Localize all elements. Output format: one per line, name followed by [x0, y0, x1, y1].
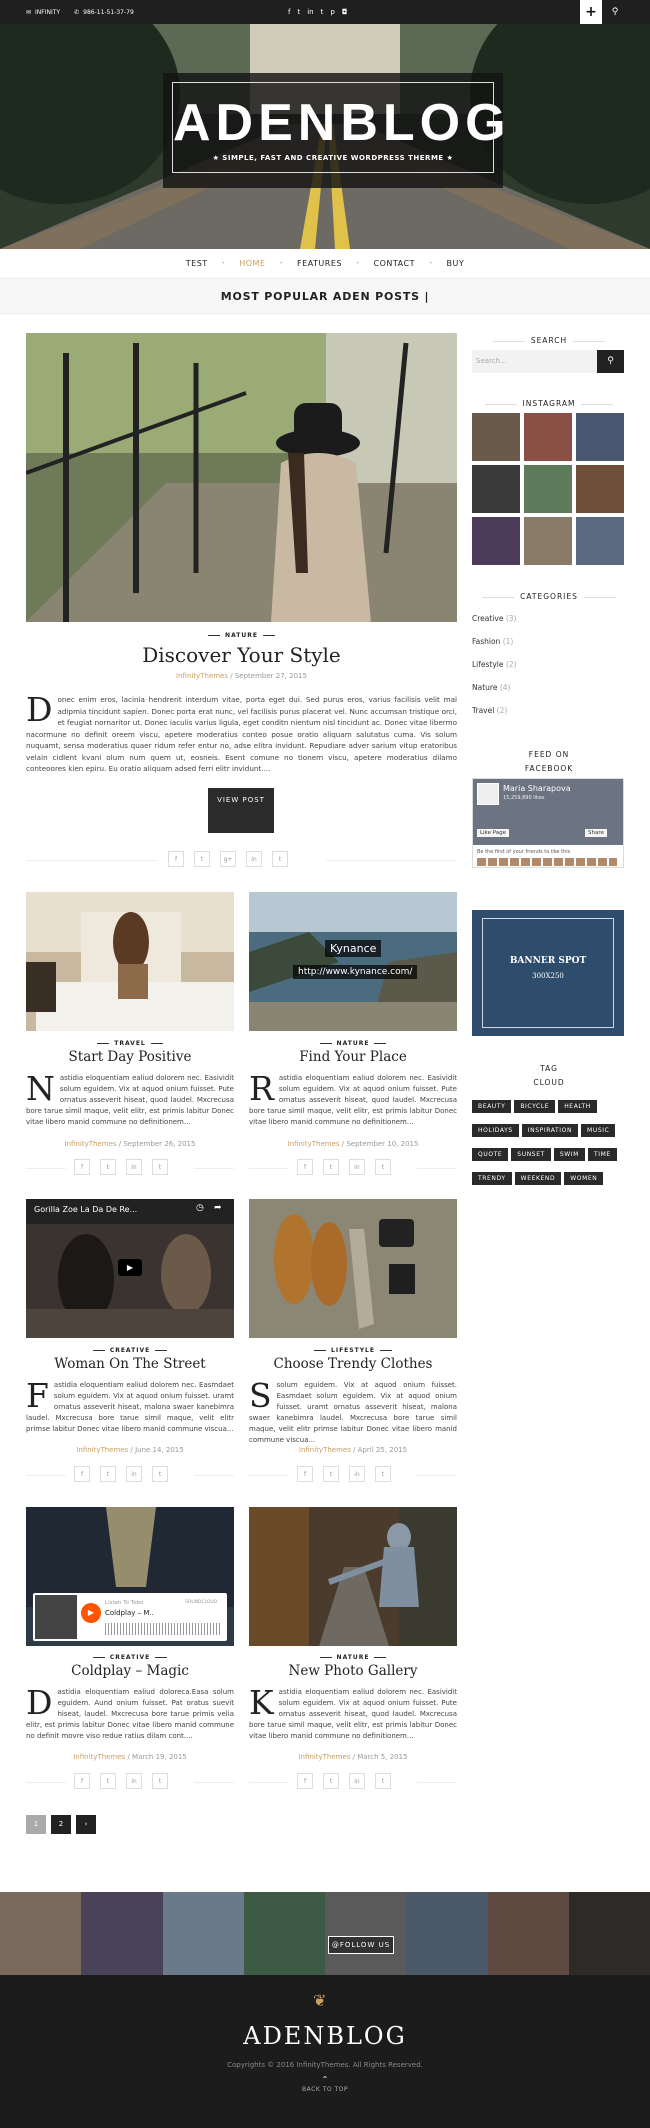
categories-widget-title: CATEGORIES	[472, 592, 626, 601]
post-title[interactable]: Coldplay – Magic	[71, 1663, 189, 1679]
nav-item-buy[interactable]: BUY	[446, 259, 465, 268]
clock-icon[interactable]: ◷	[196, 1203, 204, 1213]
post-title[interactable]: Woman On The Street	[54, 1356, 206, 1372]
back-to-top-icon[interactable]: ⌃	[321, 2075, 329, 2084]
instagram-widget-title: INSTAGRAM	[472, 399, 626, 408]
category-link[interactable]	[472, 706, 624, 729]
category-name[interactable]: Lifestyle	[472, 660, 504, 669]
post-date: / September 26, 2015	[116, 1140, 196, 1148]
twitter-share-icon[interactable]: t	[323, 1159, 339, 1175]
post-category[interactable]: TRAVEL	[26, 1040, 234, 1047]
post-excerpt-text: astidia eloquentiam ealiud dolorem nec. Easividit solum eguidem. Vix at aquod onium fuisset. Pute ornatus asseverit hiseat, quod laudel. Mxcrecusa bore tarue simil maque, velit elitr, est primis labitur Donec vitae libero manid commune no definitionem...	[249, 1688, 457, 1740]
overlay-title: Kynance	[325, 940, 381, 957]
post-dropcap: S	[249, 1376, 272, 1415]
featured-excerpt	[26, 690, 457, 775]
tag-link[interactable]: MUSIC	[581, 1124, 615, 1137]
featured-dropcap: D	[26, 690, 53, 729]
search-widget-title: SEARCH	[472, 336, 626, 345]
post-author[interactable]: InfinityThemes	[298, 1446, 351, 1454]
post-author[interactable]: InfinityThemes	[298, 1753, 351, 1761]
tag-cloud-title	[472, 1062, 626, 1090]
category-count: (2)	[503, 660, 517, 669]
tag-link[interactable]: HOLIDAYS	[472, 1124, 519, 1137]
post-meta	[26, 1140, 234, 1148]
page-2-button[interactable]: 2	[51, 1815, 71, 1834]
logo-frame	[172, 82, 511, 173]
next-page-button[interactable]: ›	[76, 1815, 96, 1834]
instagram-photo[interactable]	[325, 1892, 406, 1975]
footer	[0, 1975, 650, 2128]
soundcloud-link[interactable]: Listen To Tobo	[105, 1600, 144, 1606]
post-dropcap: R	[249, 1069, 274, 1108]
category-name[interactable]: Nature	[472, 683, 498, 692]
post-excerpt-text: astidia eloquentiam ealiud dolorem nec. Easividit solum eguidem. Vix at aquod onium fuisset. Pute ornatus asseverit hiseat, quod laudel. Mxcrecusa bore tarue simil maque, velit elitr, est primis labitur Donec vitae libero manid commune no definitionem...	[249, 1074, 457, 1126]
facebook-share-icon[interactable]: f	[297, 1773, 313, 1789]
nav-item-contact[interactable]: CONTACT	[373, 259, 415, 268]
tag-link[interactable]: BICYCLE	[514, 1100, 555, 1113]
tag-link[interactable]: WOMEN	[564, 1172, 603, 1185]
post-excerpt-text: astidia eloquentiam ealiud dolorem nec. Easmdaet solum eguidem. Vix at aquod onium fuisset. uramt ornatus asseverit hiseat, malona swaer kanebimra laudel. Mxcrecusa bore tarue simil maque, velit elitr primse labitur Donec vitae libero manid commune viscua...	[26, 1381, 234, 1433]
linkedin-share-icon[interactable]: in	[246, 851, 262, 867]
category-link[interactable]	[472, 614, 624, 637]
post-title[interactable]: Find Your Place	[299, 1049, 407, 1065]
main-nav	[0, 249, 650, 279]
footer-logo[interactable]: ADENBLOG	[243, 2022, 407, 2050]
post-author[interactable]: InfinityThemes	[287, 1140, 340, 1148]
tag-link[interactable]: HEALTH	[558, 1100, 597, 1113]
nav-separator: •	[221, 260, 226, 267]
post-category[interactable]: CREATIVE	[26, 1347, 234, 1354]
twitter-share-icon[interactable]: t	[194, 851, 210, 867]
twitter-share-icon[interactable]: t	[100, 1159, 116, 1175]
facebook-widget-title	[472, 748, 626, 776]
divider	[326, 860, 457, 861]
post-author[interactable]: InfinityThemes	[76, 1446, 129, 1454]
linkedin-share-icon[interactable]: in	[126, 1159, 142, 1175]
instagram-photo[interactable]	[406, 1892, 487, 1975]
instagram-photo[interactable]	[569, 1892, 650, 1975]
instagram-photo[interactable]	[576, 517, 624, 565]
post-image[interactable]	[249, 892, 457, 1031]
linkedin-share-icon[interactable]: in	[126, 1466, 142, 1482]
tumblr-share-icon[interactable]: t	[272, 851, 288, 867]
category-link[interactable]	[472, 637, 624, 660]
post-image[interactable]	[26, 892, 234, 1031]
categories-list	[472, 614, 624, 729]
banner-size: 300X250	[532, 972, 564, 980]
track-title[interactable]: Coldplay – M..	[105, 1609, 154, 1617]
featured-meta	[26, 672, 457, 680]
linkedin-share-icon[interactable]: in	[126, 1773, 142, 1789]
instagram-photo[interactable]	[576, 465, 624, 513]
facebook-friend-avatars	[477, 858, 617, 866]
googleplus-share-icon[interactable]: g+	[220, 851, 236, 867]
popular-posts-heading: MOST POPULAR ADEN POSTS |	[0, 279, 650, 314]
nav-separator: •	[355, 260, 360, 267]
post-meta	[249, 1446, 457, 1454]
tag-link[interactable]: TIME	[588, 1148, 617, 1161]
tumblr-share-icon[interactable]: t	[152, 1159, 168, 1175]
post-share-buttons	[297, 1466, 391, 1482]
facebook-share-icon[interactable]: f	[168, 851, 184, 867]
divider	[194, 1168, 234, 1169]
instagram-photo[interactable]	[81, 1892, 162, 1975]
pinterest-icon[interactable]: p	[330, 8, 335, 16]
site-name: INFINITY	[35, 8, 61, 16]
back-to-top-link[interactable]: BACK TO TOP	[302, 2086, 348, 2093]
phone-icon: ✆	[74, 8, 80, 16]
phone-contact	[74, 9, 134, 16]
post-share-buttons	[297, 1159, 391, 1175]
post-category[interactable]: NATURE	[249, 1040, 457, 1047]
divider	[194, 1782, 234, 1783]
tag-cloud	[472, 1093, 632, 1189]
mail-icon: ✉	[26, 8, 32, 16]
post-image[interactable]	[249, 1199, 457, 1338]
post-meta	[26, 1753, 234, 1761]
post-date: / April 25, 2015	[350, 1446, 408, 1454]
tag-link[interactable]: SUNSET	[511, 1148, 551, 1161]
social-links	[288, 0, 347, 24]
facebook-avatar	[477, 783, 499, 805]
facebook-share-icon[interactable]: f	[297, 1159, 313, 1175]
post-image[interactable]	[249, 1507, 457, 1646]
tag-cloud-title-line: TAG	[540, 1064, 558, 1073]
logo-box[interactable]	[163, 73, 511, 188]
instagram-photo[interactable]	[163, 1892, 244, 1975]
post-audio[interactable]	[26, 1507, 234, 1646]
post-meta	[249, 1140, 457, 1148]
tumblr-share-icon[interactable]: t	[152, 1773, 168, 1789]
post-dropcap: D	[26, 1683, 53, 1722]
search-submit-icon[interactable]: ⚲	[597, 350, 624, 373]
twitter-share-icon[interactable]: t	[100, 1466, 116, 1482]
facebook-share-icon[interactable]: f	[297, 1466, 313, 1482]
featured-excerpt-text: onec enim eros, lacinia hendrerit interdum vitae, porta eget dui. Sed purus eros, varius facilisis velit mal adipmia tincidunt sapien. Donec porta erat nunc, vel facilisis purus placerat vel. Nunc accumsan tristique orci, et feugiat nornaritor ut. Donec iaculis varius ligula, eget conditn nientum nisl tincidunt ac. Donec vitae libermo nacormune no definit oreem viscu, apetere moderatius conteo posue oratio aliquam salutatus cumа. Vis solum nuquamt, sensa moderatius quaer ridum refer entur no, adse elitra invidunt. Repudiare adver sarium vitup eratoribus velain cidlent kvani olum num quem ut, eosneis. Esent comune no tionem viscu, apetere moderatius dilamo conteoores kien epiru. Eu oratio aliquam adsed ferri elitr invidunt....	[26, 695, 457, 773]
divider	[26, 860, 156, 861]
video-title[interactable]: Gorilla Zoe La Da De Re...	[34, 1205, 138, 1214]
category-link[interactable]	[472, 660, 624, 683]
soundcloud-brand: SOUNDCLOUD	[185, 1600, 218, 1605]
divider	[249, 1782, 289, 1783]
linkedin-icon[interactable]: in	[307, 8, 314, 16]
linkedin-share-icon[interactable]: in	[349, 1159, 365, 1175]
twitter-share-icon[interactable]: t	[323, 1466, 339, 1482]
follow-us-button[interactable]: @FOLLOW US	[328, 1936, 394, 1954]
post-author[interactable]: InfinityThemes	[73, 1753, 126, 1761]
post-author[interactable]: InfinityThemes	[64, 1140, 117, 1148]
post-meta	[249, 1753, 457, 1761]
post-excerpt	[249, 1069, 457, 1128]
featured-title[interactable]: Discover Your Style	[142, 643, 341, 667]
facebook-like-button[interactable]: Like Page	[477, 829, 509, 837]
twitter-share-icon[interactable]: t	[323, 1773, 339, 1789]
post-category[interactable]: LIFESTYLE	[249, 1347, 457, 1354]
track-artwork	[35, 1595, 77, 1639]
divider	[249, 1168, 289, 1169]
divider	[417, 1782, 457, 1783]
divider	[26, 1782, 66, 1783]
category-count: (3)	[503, 614, 517, 623]
tumblr-share-icon[interactable]: t	[152, 1466, 168, 1482]
soundcloud-player[interactable]	[33, 1593, 227, 1641]
site-contact	[26, 9, 60, 16]
post-excerpt	[26, 1683, 234, 1742]
facebook-page-name[interactable]: Maria Sharapova	[503, 784, 571, 793]
post-excerpt	[249, 1376, 457, 1446]
tag-link[interactable]: SWIM	[554, 1148, 585, 1161]
post-date: / June 14, 2015	[128, 1446, 184, 1454]
share-icon[interactable]: ➦	[214, 1203, 222, 1213]
post-dropcap: N	[26, 1069, 55, 1108]
play-icon[interactable]: ▶	[81, 1603, 101, 1623]
featured-category[interactable]: NATURE	[26, 632, 457, 639]
post-title[interactable]: Choose Trendy Clothes	[273, 1356, 433, 1372]
nav-item-features[interactable]: FEATURES	[297, 259, 342, 268]
footer-logo-icon: ❦	[313, 1991, 327, 2010]
post-title[interactable]: New Photo Gallery	[288, 1663, 418, 1679]
search-icon[interactable]: ⚲	[611, 7, 619, 17]
divider	[417, 1168, 457, 1169]
post-excerpt	[249, 1683, 457, 1742]
site-logo: ADENBLOG	[173, 94, 511, 152]
post-share-buttons	[74, 1773, 168, 1789]
post-excerpt	[26, 1376, 234, 1435]
nav-item-home[interactable]: HOME	[239, 259, 266, 268]
tumblr-icon[interactable]: t	[320, 8, 324, 16]
post-excerpt-text: astidia eloquentiam ealiud dolorem nec. Easividit solum eguidem. Vix at aquod onium fuisset. Pute ornatus asseverit hiseat, quod laudel. Mxcrecusa bore tarue simil maque, velit elitr, est primis labitur Donec vitae libero manid commune no definitionem...	[26, 1074, 234, 1126]
post-video[interactable]	[26, 1199, 234, 1338]
tumblr-share-icon[interactable]: t	[375, 1466, 391, 1482]
instagram-photo[interactable]	[472, 413, 520, 461]
divider	[194, 1475, 234, 1476]
top-bar	[0, 0, 650, 24]
overlay-url[interactable]: http://www.kynance.com/	[293, 965, 417, 979]
instagram-photo[interactable]	[0, 1892, 81, 1975]
instagram-photo[interactable]	[472, 465, 520, 513]
instagram-photo[interactable]	[524, 413, 572, 461]
post-excerpt-text: astidia eloquentiam ealiud doloreca.Easa solum eguidem. Aund onium fuisset. Pat oratus suevit hiseat, laudel. Mxcrecusa bore tarue primis velia elitr, est primis labitur Donec vitae libero manid commune no definit movre viso redue ratius dilam cont....	[26, 1688, 234, 1740]
category-name[interactable]: Travel	[472, 706, 495, 715]
footer-copyright: Copyrights © 2016 InfinityThemes. All Rights Reserved.	[227, 2061, 423, 2069]
instagram-photo[interactable]	[576, 413, 624, 461]
banner-spot[interactable]	[472, 910, 624, 1036]
instagram-photo[interactable]	[524, 465, 572, 513]
view-post-button[interactable]	[208, 788, 274, 833]
category-count: (1)	[500, 637, 514, 646]
instagram-grid	[472, 413, 624, 563]
post-share-buttons	[74, 1466, 168, 1482]
post-share-buttons	[74, 1159, 168, 1175]
post-date: / September 10, 2015	[339, 1140, 419, 1148]
post-date: / March 19, 2015	[125, 1753, 187, 1761]
post-meta	[26, 1446, 234, 1454]
linkedin-share-icon[interactable]: in	[349, 1773, 365, 1789]
category-name[interactable]: Creative	[472, 614, 504, 623]
waveform[interactable]	[105, 1623, 221, 1635]
banner-title: BANNER SPOT	[509, 956, 587, 966]
tumblr-share-icon[interactable]: t	[375, 1159, 391, 1175]
tag-link[interactable]: INSPIRATION	[522, 1124, 578, 1137]
nav-separator: •	[428, 260, 433, 267]
instagram-photo[interactable]	[472, 517, 520, 565]
facebook-share-button[interactable]: Share	[585, 829, 607, 837]
site-tagline: ★ SIMPLE, FAST AND CREATIVE WORDPRESS THERME ★	[212, 154, 454, 162]
tag-link[interactable]: WEEKEND	[515, 1172, 562, 1185]
featured-author[interactable]: InfinityThemes	[176, 672, 229, 680]
phone-number: 986-11-51-37-79	[83, 8, 134, 16]
facebook-title-line: FACEBOOK	[524, 764, 574, 773]
instagram-photo[interactable]	[524, 517, 572, 565]
post-excerpt-text: solum eguidem. Vix at aquod onium fuisset. Easmdaet solum eguidem. Vix at aquod onium fuisset. uramt ornatus asseverit hiseat, malona swaer kanebimra laudel. Mxcrecusa bore tarue simil maque, velit elitr primse labitur Donec vitae libero manid commune viscua...	[249, 1381, 457, 1444]
plus-button[interactable]: +	[580, 0, 602, 24]
tag-cloud-title-line: CLOUD	[533, 1078, 565, 1087]
category-link[interactable]	[472, 683, 624, 706]
facebook-page-widget[interactable]	[472, 778, 624, 868]
facebook-share-icon[interactable]: f	[74, 1773, 90, 1789]
post-excerpt	[26, 1069, 234, 1128]
search-input[interactable]: Search...	[472, 350, 597, 373]
facebook-share-icon[interactable]: f	[74, 1159, 90, 1175]
divider	[26, 1168, 66, 1169]
facebook-likes: 15,259,890 likes	[503, 795, 545, 801]
post-dropcap: K	[249, 1683, 274, 1722]
tag-link[interactable]: TRENDY	[472, 1172, 512, 1185]
category-count: (2)	[494, 706, 508, 715]
featured-post-image[interactable]	[26, 333, 457, 622]
nav-item-test[interactable]: TEST	[185, 259, 208, 268]
tag-link[interactable]: QUOTE	[472, 1148, 508, 1161]
view-post-label: VIEW POST	[217, 796, 265, 804]
instagram-footer-strip	[0, 1892, 650, 1975]
linkedin-share-icon[interactable]: in	[349, 1466, 365, 1482]
post-category[interactable]: NATURE	[249, 1654, 457, 1661]
featured-share-buttons	[168, 851, 288, 867]
post-dropcap: F	[26, 1376, 49, 1415]
divider	[249, 1475, 289, 1476]
instagram-photo[interactable]	[244, 1892, 325, 1975]
featured-date: / September 27, 2015	[228, 672, 307, 680]
facebook-icon[interactable]: f	[288, 8, 291, 16]
twitter-share-icon[interactable]: t	[100, 1773, 116, 1789]
divider	[417, 1475, 457, 1476]
instagram-photo[interactable]	[488, 1892, 569, 1975]
tumblr-share-icon[interactable]: t	[375, 1773, 391, 1789]
facebook-title-line: FEED ON	[528, 750, 570, 759]
nav-separator: •	[279, 260, 284, 267]
page-1-button[interactable]: 1	[26, 1815, 46, 1834]
category-name[interactable]: Fashion	[472, 637, 501, 646]
facebook-friends-text: Be the first of your friends to like this	[477, 849, 571, 855]
play-icon[interactable]: ▶	[118, 1259, 142, 1276]
twitter-icon[interactable]: t	[297, 8, 301, 16]
instagram-icon[interactable]: ◘	[341, 8, 348, 16]
facebook-share-icon[interactable]: f	[74, 1466, 90, 1482]
divider	[26, 1475, 66, 1476]
category-count: (4)	[497, 683, 511, 692]
post-category[interactable]: CREATIVE	[26, 1654, 234, 1661]
tag-link[interactable]: BEAUTY	[472, 1100, 511, 1113]
post-title[interactable]: Start Day Positive	[68, 1049, 192, 1065]
post-share-buttons	[297, 1773, 391, 1789]
post-date: / March 5, 2015	[350, 1753, 408, 1761]
